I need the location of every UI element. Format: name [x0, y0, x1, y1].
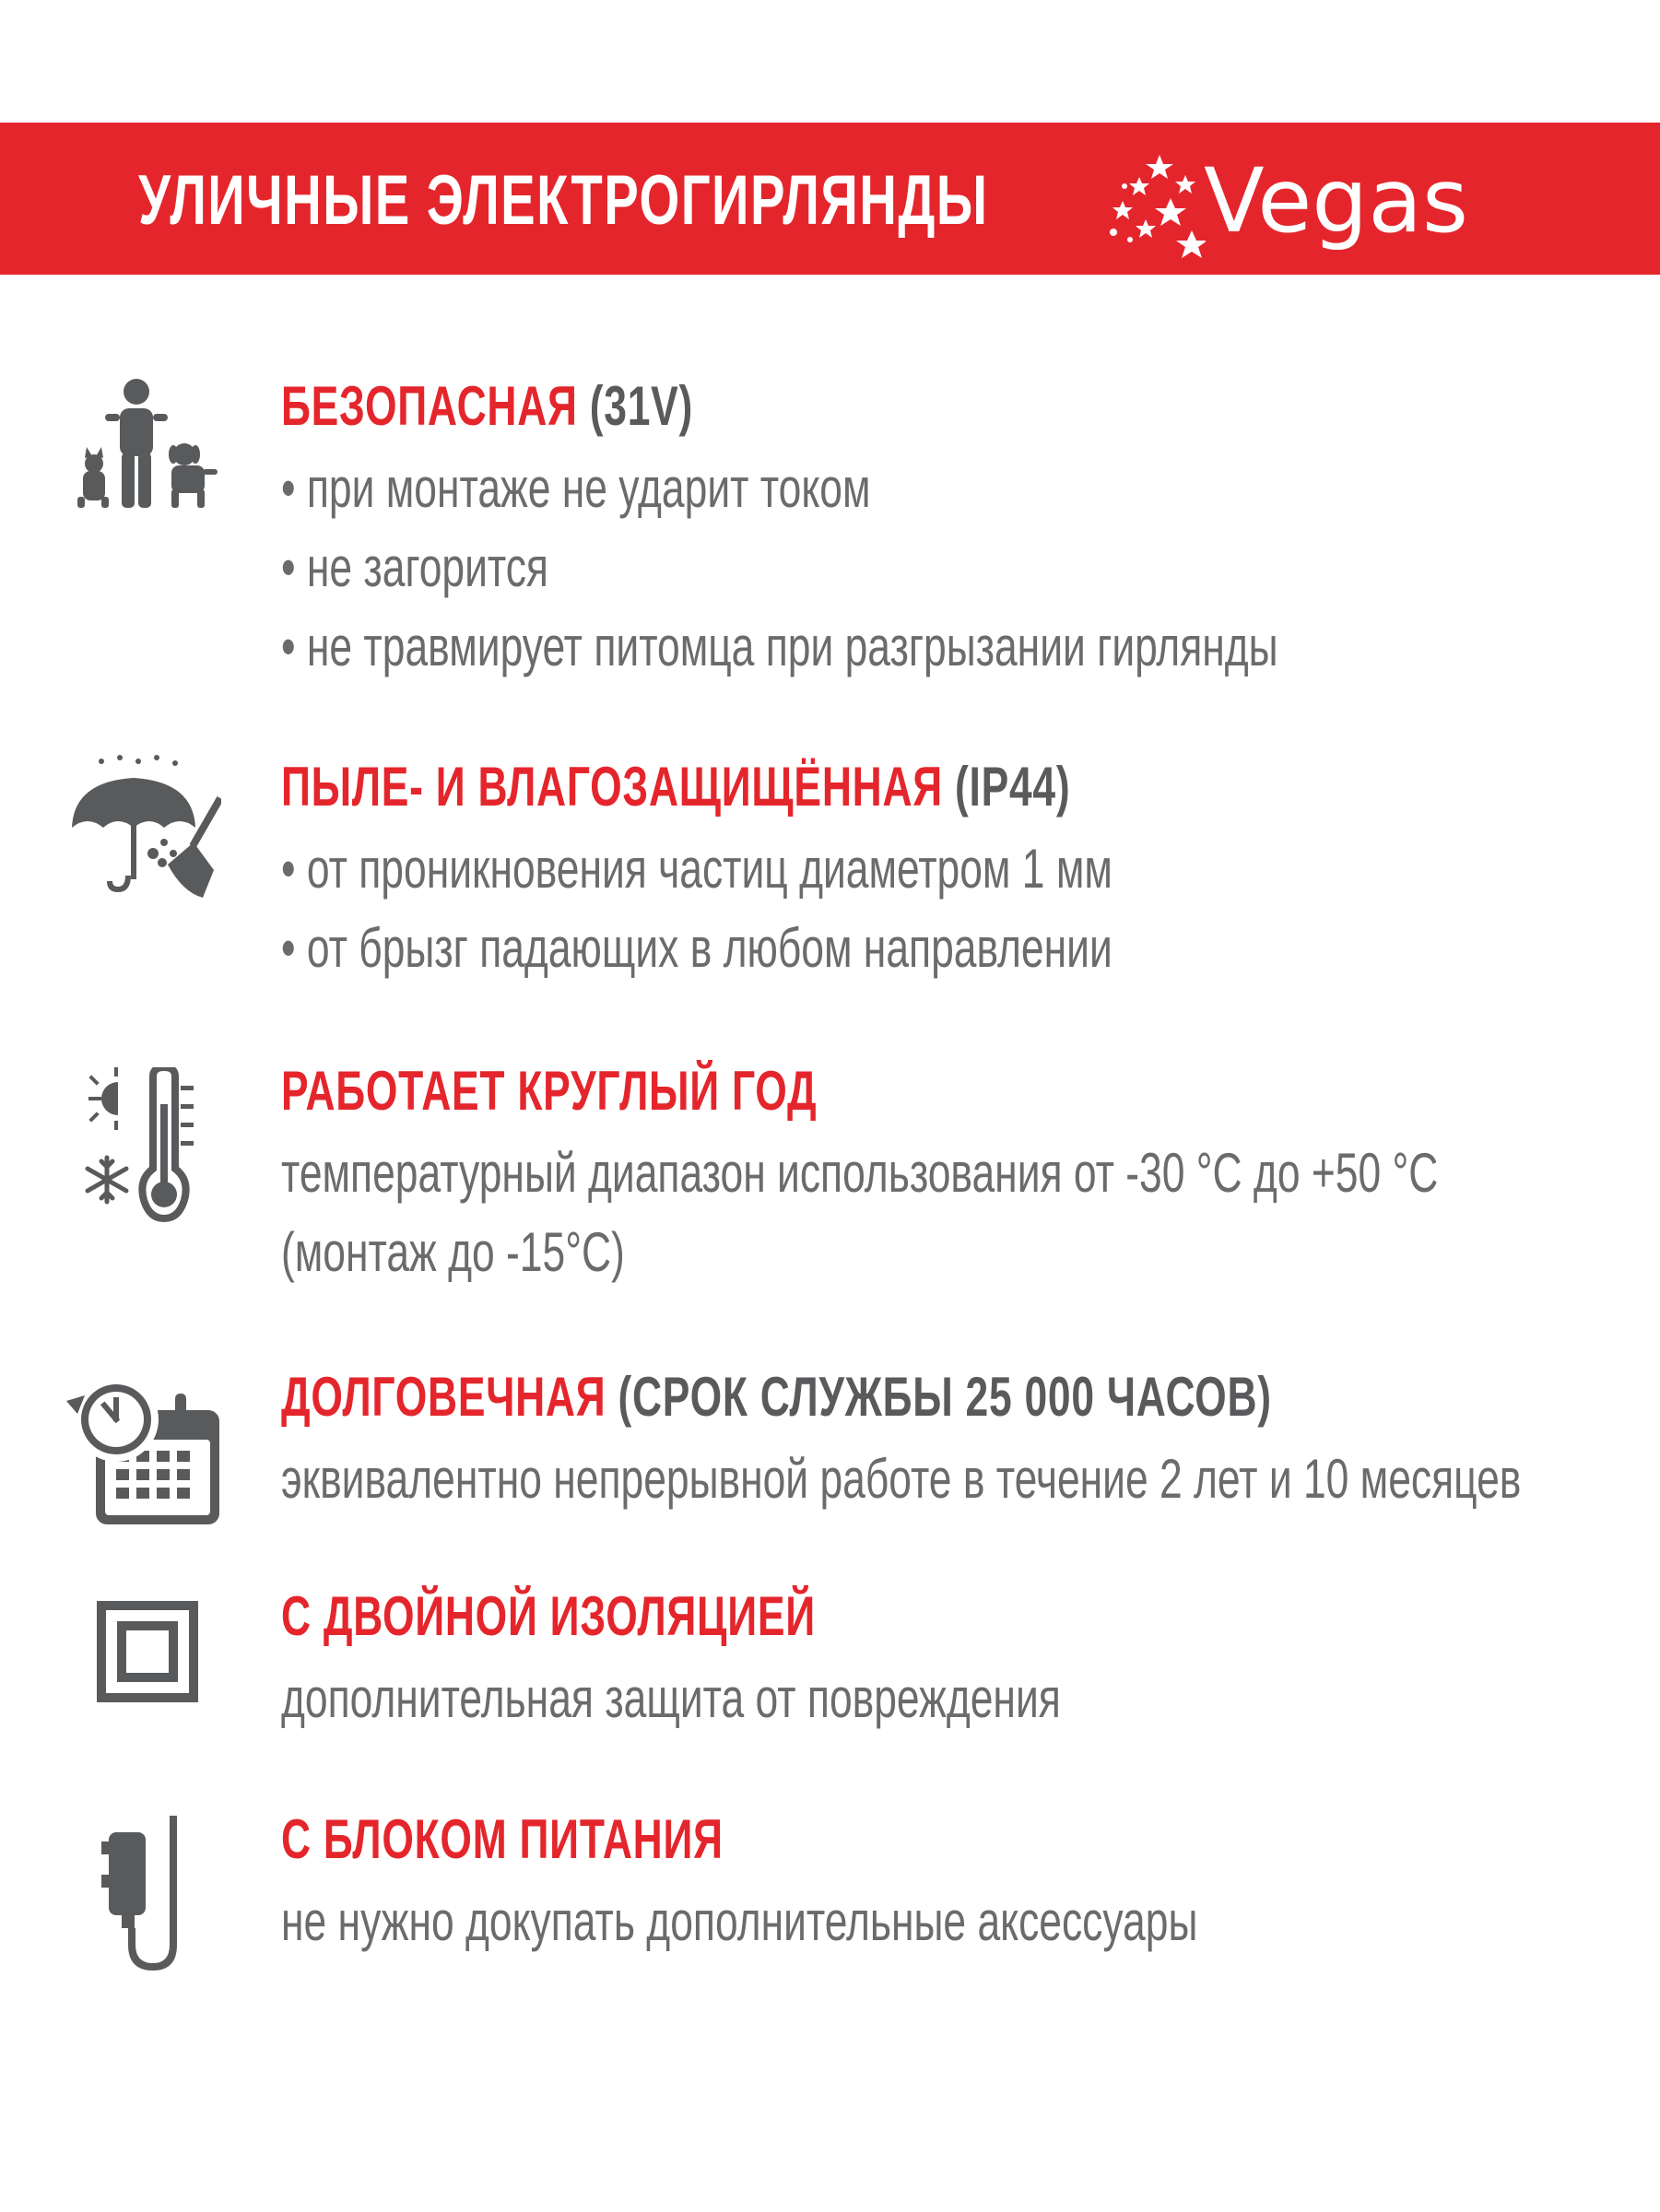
- feature-line: • от брызг падающих в любом направлении: [281, 917, 1113, 979]
- feature-lines: [281, 1659, 1335, 1738]
- feature-line: • не травмирует питомца при разгрызании гирлянды: [281, 616, 1278, 677]
- thermometer-sun-snow-icon: [65, 1067, 221, 1224]
- feature-lines: [281, 1440, 1660, 1519]
- feature-lines: [281, 830, 1405, 988]
- feature-heading: БЕЗОПАСНАЯ (31V): [281, 375, 694, 437]
- clock-calendar-icon: [65, 1373, 221, 1530]
- stars-icon: [1104, 147, 1206, 258]
- feature-line: не нужно докупать дополнительные аксессуары: [281, 1890, 1198, 1952]
- feature-heading: РАБОТАЕТ КРУГЛЫЙ ГОД: [281, 1060, 818, 1122]
- brand-name: Vegas: [1204, 149, 1469, 253]
- feature-line: • при монтаже не ударит током: [281, 457, 871, 519]
- power-adapter-icon: [65, 1816, 221, 1972]
- page-title: УЛИЧНЫЕ ЭЛЕКТРОГИРЛЯНДЫ: [138, 161, 989, 240]
- feature-line: дополнительная защита от повреждения: [281, 1667, 1061, 1729]
- feature-heading: С БЛОКОМ ПИТАНИЯ: [281, 1808, 724, 1870]
- double-insulation-icon: [65, 1593, 221, 1749]
- brand-logo: [1104, 147, 1537, 258]
- feature-line: • от проникновения частиц диаметром 1 мм: [281, 838, 1113, 900]
- feature-heading: ДОЛГОВЕЧНАЯ (СРОК СЛУЖБЫ 25 000 ЧАСОВ): [281, 1366, 1272, 1428]
- feature-lines: [281, 1134, 1660, 1292]
- family-with-pets-icon: [65, 373, 221, 530]
- feature-heading: ПЫЛЕ- И ВЛАГОЗАЩИЩЁННАЯ (IP44): [281, 756, 1071, 818]
- feature-line: • не загорится: [281, 536, 548, 598]
- umbrella-rain-dust-icon: [65, 754, 221, 911]
- feature-lines: [281, 1882, 1520, 1961]
- feature-line: температурный диапазон использования от -30 °С до +50 °С: [281, 1142, 1439, 1204]
- feature-lines: [281, 449, 1629, 687]
- feature-heading: С ДВОЙНОЙ ИЗОЛЯЦИЕЙ: [281, 1585, 816, 1647]
- feature-line: (монтаж до -15°С): [281, 1221, 625, 1283]
- feature-line: эквивалентно непрерывной работе в течение 2 лет и 10 месяцев: [281, 1448, 1522, 1510]
